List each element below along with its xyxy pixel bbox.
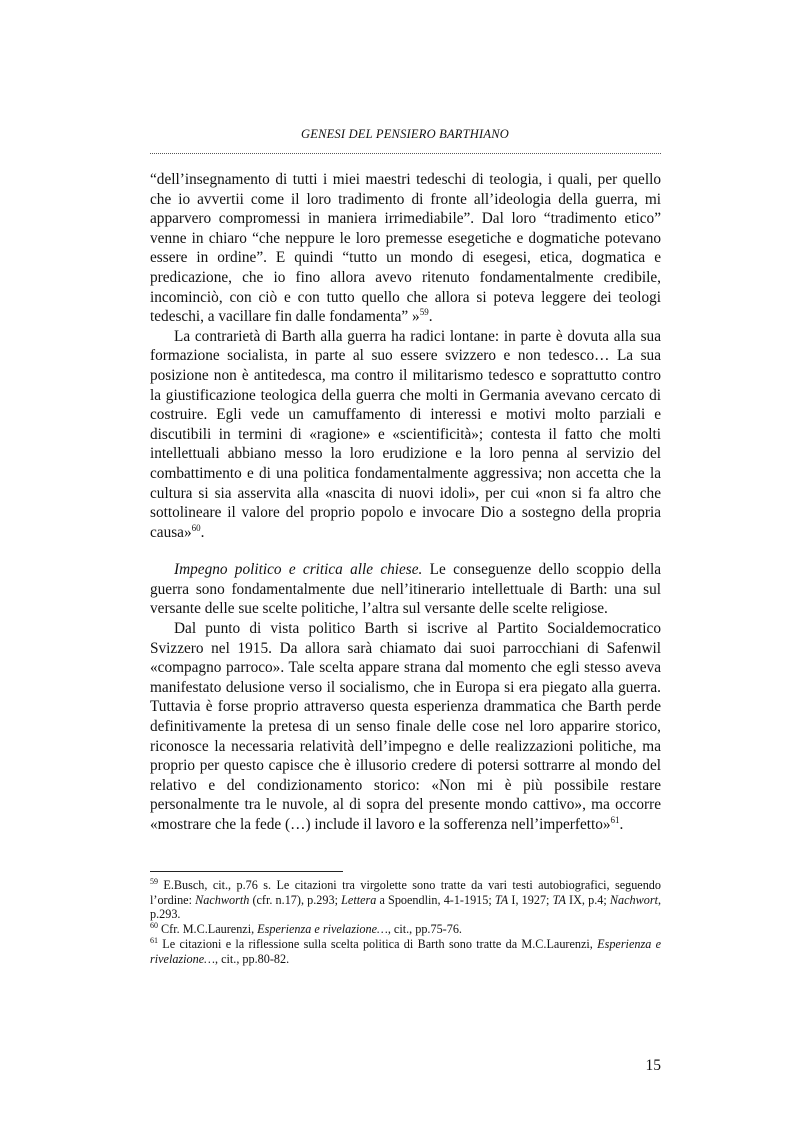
section-heading: Impegno politico e critica alle chiese. — [174, 561, 423, 579]
header-divider — [150, 153, 661, 154]
page-number: 15 — [645, 1057, 661, 1074]
section-gap — [150, 542, 661, 560]
paragraph: Impegno politico e critica alle chiese. Le conseguenze dello scoppio della guerra sono fondamentalmente due nell’itinerario intellettuale di Barth: una sul versante delle sue scelte politiche, l’altra sul versante delle scelte religiose. — [150, 561, 661, 618]
footnote: $^{59}$ E.Busch, cit., p.76 s. Le citazioni tra virgolette sono tratte da vari testi autobiografici, seguendo l’ordine: Nachworth (cfr. n.17), p.293; Lettera a Spoendlin, 4-1-1915; TA I, 1927; TA IX, p.4; Nachwort, p.293. — [150, 877, 662, 922]
footnote: $^{61}$ Le citazioni e la riflessione sulla scelta politica di Barth sono tratte da M.C.Laurenzi, Esperienza e rivelazione…, cit., pp.80-82. — [150, 935, 661, 966]
footnote-divider — [150, 871, 343, 872]
footnote-ref[interactable]: 61 — [610, 815, 620, 825]
footnotes — [150, 878, 661, 966]
paragraph: “dell’insegnamento di tutti i miei maestri tedeschi di teologia, i quali, per quello che io avvertii come il loro tradimento di fronte all’ideologia della guerra, mi apparvero compromessi in maniera irrimediabile”. Dal loro “tradimento etico” venne in chiaro “che neppure le loro premesse esegetiche e dogmatiche potevano essere in ordine”. E quindi “tutto un mondo di esegesi, etica, dogmatica e predicazione, che io fino allora avevo ritenuto fondamentalmente credibile, incominciò, con ciò e con tutto quello che allora si poteva leggere dei teologi tedeschi, a vacillare fin dalle fondamenta” »$^{59}$. — [150, 171, 661, 326]
paragraph: Dal punto di vista politico Barth si iscrive al Partito Socialdemocratico Svizzero nel 1915. Da allora sarà chiamato dai suoi parrocchiani di Safenwil «compagno parroco». Tale scelta appare strana dal momento che egli stesso aveva manifestato delusione verso il socialismo, che in Europa si era piegato alla guerra. Tuttavia è forse proprio attraverso questa esperienza drammatica che Barth perde definitivamente la pretesa di un senso finale delle cose nel loro apparire storico, riconosce la necessaria relatività dell’impegno e delle realizzazioni politiche, ma proprio per questo capisce che è illusorio credere di potersi sottrarre al mondo del relativo e del condizionamento storico: «Non mi è più possibile restare personalmente tra le nuvole, al di sopra del presente mondo cattivo», ma occorre «mostrare che la fede (…) include il lavoro e la sofferenza nell’imperfetto»$^{61}$. — [150, 620, 661, 833]
footnote: $^{60}$ Cfr. M.C.Laurenzi, Esperienza e rivelazione…, cit., pp.75-76. — [150, 921, 462, 937]
footnote-ref[interactable]: 60 — [191, 522, 201, 533]
body-text — [150, 170, 661, 835]
running-header: GENESI DEL PENSIERO BARTHIANO — [301, 127, 509, 141]
paragraph: La contrarietà di Barth alla guerra ha radici lontane: in parte è dovuta alla sua formazione socialista, in parte al suo essere svizzero e non tedesco… La sua posizione non è antitedesca, ma contro il militarismo tedesco e soprattutto contro la giustificazione teologica della guerra che molti in Germania avevano cercato di costruire. Egli vede un camuffamento di interessi e motivi molto parziali e discutibili in termini di «ragione» e «scientificità»; contesta il fatto che molti intellettuali abbiano messo la loro erudizione e la loro penna al servizio del combattimento e di una politica fondamentalmente aggressiva; non accetta che la cultura si sia asservita alla «nascita di nuovi idoli», per cui «non si fa altro che sottolineare il valore del proprio popolo e invocare Dio a sostegno della propria causa»$^{60}$. — [150, 327, 661, 541]
footnote-ref[interactable]: 59 — [419, 307, 429, 318]
